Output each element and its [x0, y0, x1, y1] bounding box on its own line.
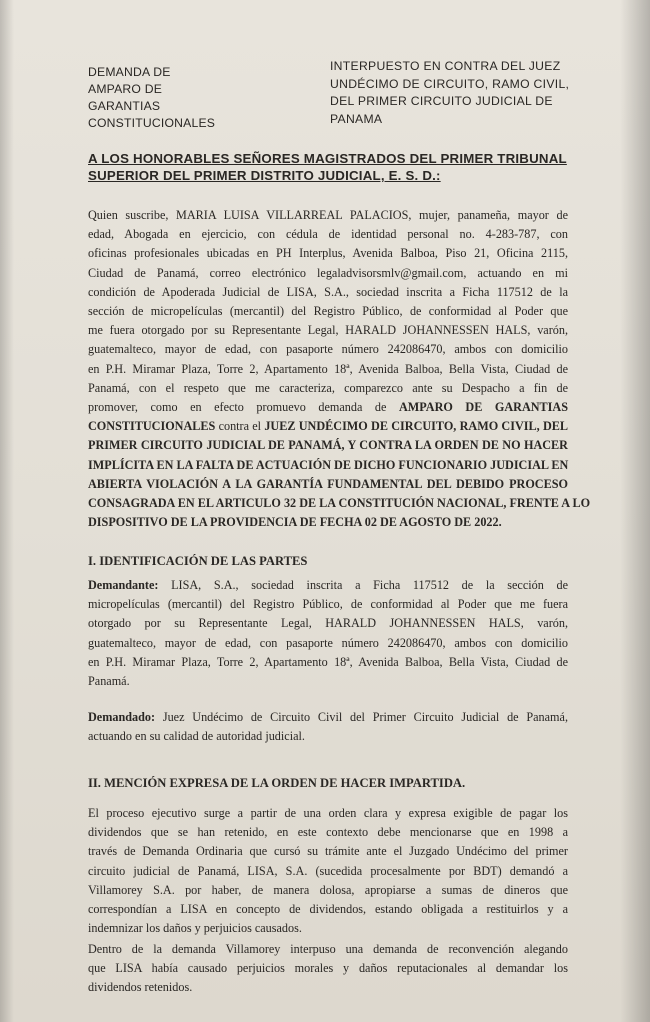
paragraph-line: correspondían a LISA en concepto de dividendos, estando obligada a restituirlos y a — [88, 902, 568, 917]
paragraph-line: Quien suscribe, MARIA LUISA VILLARREAL PALACIOS, mujer, panameña, mayor de — [88, 208, 568, 222]
section-heading-order: II. MENCIÓN EXPRESA DE LA ORDEN DE HACER IMPARTIDA. — [88, 776, 466, 790]
amparo-title: AMPARO DE GARANTIAS — [398, 400, 568, 415]
paragraph-line: sección de micropelículas (mercantil) del Registro Público, de conformidad al Poder que — [88, 304, 568, 319]
intro-paragraph — [88, 206, 591, 532]
demandado-paragraph — [88, 708, 568, 746]
salutation-line: SUPERIOR DEL PRIMER DISTRITO JUDICIAL, E. S. D.: — [88, 168, 441, 183]
paragraph-line: en P.H. Miramar Plaza, Torre 2, Apartamento 18ª, Avenida Balboa, Bella Vista, Ciudad de — [88, 654, 568, 669]
paragraph-line: dividendos retenidos. — [88, 980, 193, 995]
demandante-label: Demandante: — [88, 578, 159, 592]
paragraph-line: que LISA había causado perjuicios morales y daños reputacionales al demandar los — [88, 961, 568, 976]
paragraph-line: otorgado por su Representante Legal, HARALD JOHANNESSEN HALS, varón, — [88, 616, 568, 631]
paragraph-line: guatemalteco, mayor de edad, con pasaporte número 242086470, ambos con domicilio — [88, 342, 568, 357]
respondent-title: JUEZ UNDÉCIMO DE CIRCUITO, RAMO CIVIL, DEL — [264, 419, 568, 434]
paragraph-line: edad, Abogada en ejercicio, con cédula de identidad personal no. 4-283-787, con — [88, 227, 568, 242]
caption-left-line: DEMANDA DE — [88, 65, 171, 79]
paragraph-line — [88, 576, 568, 595]
caption-right-line: INTERPUESTO EN CONTRA DEL JUEZ — [330, 59, 561, 73]
demandado-text: Juez Undécimo de Circuito Civil del Primer Circuito Judicial de Panamá, — [155, 710, 568, 724]
paragraph-line: en P.H. Miramar Plaza, Torre 2, Apartamento 18ª, Avenida Balboa, Bella Vista, Ciudad de — [88, 361, 568, 376]
paragraph-line: circuito judicial de Panamá, LISA, S.A. (sucedida procesalmente por BDT) demandó a — [88, 863, 568, 878]
intro-text: promover, como en efecto promuevo demanda de — [88, 400, 399, 415]
page-shadow-left — [0, 0, 14, 1022]
demandante-text: LISA, S.A., sociedad inscrita a Ficha 117512 de la sección de — [158, 578, 568, 592]
amparo-title: CONSTITUCIONALES — [88, 419, 216, 434]
paragraph-line: me fuera otorgado por su Representante Legal, HARALD JOHANNESSEN HALS, varón, — [88, 323, 568, 338]
paragraph-line: micropelículas (mercantil) del Registro Público, de conformidad al Poder que me fuera — [88, 597, 568, 612]
paragraph-line: Ciudad de Panamá, correo electrónico legaladvisorsmlv@gmail.com, actuando en mi — [88, 265, 568, 280]
paragraph-line-bold: IMPLÍCITA EN LA FALTA DE ACTUACIÓN DE DICHO FUNCIONARIO JUDICIAL EN — [88, 457, 569, 472]
paragraph-line: guatemalteco, mayor de edad, con pasaporte número 242086470, ambos con domicilio — [88, 635, 568, 650]
paragraph-line — [88, 708, 568, 727]
demandante-paragraph — [88, 576, 568, 691]
paragraph-line: través de Demanda Ordinaria que cursó su trámite ante el Juzgado Undécimo del primer — [88, 844, 568, 859]
paragraph-line: oficinas profesionales ubicadas en PH Interplus, Avenida Balboa, Piso 21, Oficina 2115, — [88, 246, 568, 261]
case-caption-left — [88, 64, 268, 132]
paragraph-line: Dentro de la demanda Villamorey interpuso una demanda de reconvención alegando — [88, 942, 568, 956]
paragraph-line — [88, 417, 568, 436]
paragraph-line-bold: DISPOSITIVO DE LA PROVIDENCIA DE FECHA 02 DE AGOSTO DE 2022. — [88, 515, 502, 530]
paragraph-line-bold: PRIMER CIRCUITO JUDICIAL DE PANAMÁ, Y CONTRA LA ORDEN DE NO HACER — [88, 438, 568, 453]
salutation-heading — [88, 150, 578, 184]
paragraph-line — [88, 398, 568, 417]
salutation-line: A LOS HONORABLES SEÑORES MAGISTRADOS DEL PRIMER TRIBUNAL — [88, 151, 567, 166]
demandado-label: Demandado: — [88, 710, 156, 724]
caption-right-line: PANAMA — [330, 111, 383, 126]
paragraph-line: condición de Apoderada Judicial de LISA, S.A., sociedad inscrita a Ficha 117512 de la — [88, 284, 568, 299]
paragraph-line: indemnizar los daños y perjuicios causados. — [88, 921, 302, 936]
page-shadow-right — [620, 0, 650, 1022]
paragraph-line-bold: CONSAGRADA EN EL ARTICULO 32 DE LA CONSTITUCIÓN NACIONAL, FRENTE A LO — [88, 496, 591, 511]
paragraph-line-bold: ABIERTA VIOLACIÓN A LA GARANTÍA FUNDAMENTAL DEL DEBIDO PROCESO — [88, 476, 568, 491]
caption-left-line: CONSTITUCIONALES — [88, 116, 216, 130]
order-paragraph-1 — [88, 804, 568, 938]
paragraph-line: El proceso ejecutivo surge a partir de una orden clara y expresa exigible de pagar los — [88, 806, 568, 820]
order-paragraph-2 — [88, 940, 568, 998]
caption-left-line: AMPARO DE — [88, 82, 163, 96]
paragraph-line: Panamá. — [88, 674, 130, 689]
paragraph-line: Panamá, con el respeto que me caracteriza, comparezco ante su Despacho a fin de — [88, 380, 568, 395]
caption-left-line: GARANTIAS — [88, 99, 161, 113]
section-heading-parties: I. IDENTIFICACIÓN DE LAS PARTES — [88, 554, 308, 568]
caption-right-line: DEL PRIMER CIRCUITO JUDICIAL DE — [330, 94, 553, 108]
case-caption-right — [330, 58, 590, 128]
paragraph-line: dividendos que se han retenido, en este contexto debe mencionarse que en 1998 a — [88, 825, 568, 840]
paragraph-line: actuando en su calidad de autoridad judicial. — [88, 729, 305, 744]
paragraph-line: Villamorey S.A. por haber, de manera dolosa, apropiarse a sumas de dineros que — [88, 882, 568, 897]
caption-right-line: UNDÉCIMO DE CIRCUITO, RAMO CIVIL, — [330, 76, 570, 91]
intro-text: contra el — [215, 419, 265, 434]
